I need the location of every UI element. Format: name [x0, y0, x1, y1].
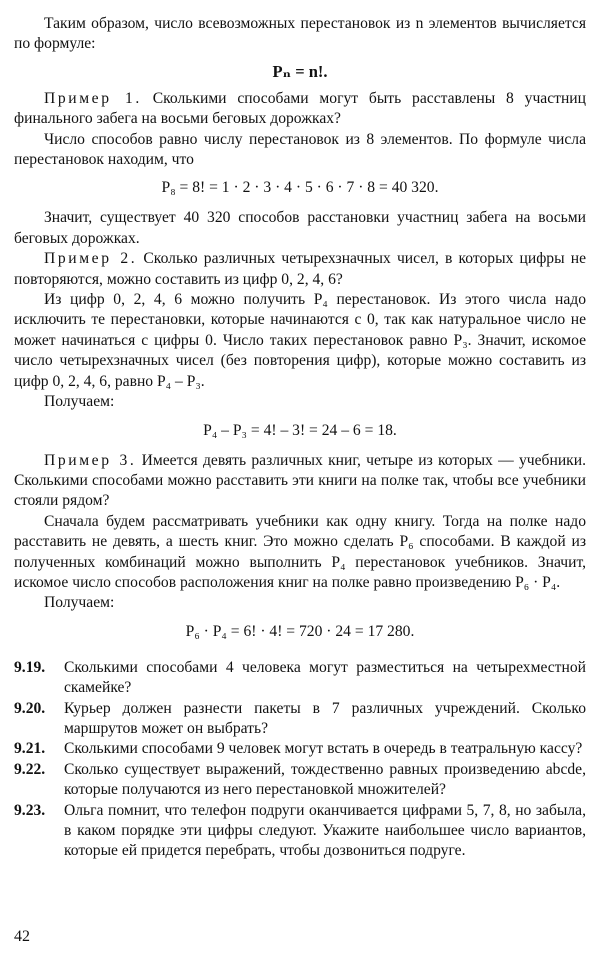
example-2-question-text: Сколько различных четырехзначных чисел, в которых цифры не повторяются, можно составить из цифр 0, 2, 4, 6?: [14, 250, 586, 288]
exercise-item: [14, 739, 586, 759]
exercise-item: [14, 801, 586, 862]
example-2-get: Получаем:: [44, 393, 115, 411]
exercise-number: 9.20.: [14, 699, 46, 717]
exercise-list: [14, 658, 586, 862]
example-3-question-text: Имеется девять различных книг, четыре из которых — учебники. Сколькими способами можно расставить эти книги на полке так, чтобы все учебники стояли рядом?: [14, 451, 586, 510]
example-1-solution: Число способов равно числу перестановок из 8 элементов. По формуле числа перестановок находим, что: [14, 130, 586, 169]
exercise-number: 9.22.: [14, 760, 46, 778]
exercise-item: [14, 760, 586, 801]
textbook-page: [14, 14, 586, 862]
exercise-text: Ольга помнит, что телефон подруги оканчивается цифрами 5, 7, 8, но забыла, в каком порядке эти цифры следуют. Укажите наибольшее число вариантов, которые ей придется перебрать, чтобы дозвониться подруге.: [64, 801, 586, 860]
exercise-text: Сколько существует выражений, тождественно равных произведению abcde, которые получаются из него перестановкой множителей?: [64, 760, 586, 799]
example-1-conclusion: Значит, существует 40 320 способов расстановки участниц забега на восьми беговых дорожках.: [14, 209, 586, 247]
example-1-question: [14, 89, 586, 130]
permutation-formula: Pₙ = n!.: [272, 61, 328, 81]
example-1-label: Пример 1.: [44, 89, 142, 107]
page-number: 42: [14, 928, 30, 945]
exercise-text: Курьер должен разнести пакеты в 7 различных учреждений. Сколько маршрутов может он выбрать?: [64, 699, 586, 737]
example-3-formula: P₆ · P₄ = 6! · 4! = 720 · 24 = 17 280.: [185, 622, 415, 640]
example-2-label: Пример 2.: [44, 250, 138, 268]
example-3-solution: Сначала будем рассматривать учебники как одну книгу. Тогда на полке надо расставить не девять, а шесть книг. Это можно сделать P₆ способами. В каждой из полученных комбинаций можно выполнить P₄ перестановок учебников. Значит, искомое число способов расположения книг на полке равно произведению P₆ · P₄.: [14, 512, 586, 591]
exercise-item: [14, 658, 586, 699]
exercise-text: Сколькими способами 9 человек могут встать в очередь в театральную кассу?: [64, 740, 583, 758]
exercise-text: Сколькими способами 4 человека могут разместиться на четырехместной скамейке?: [64, 658, 586, 697]
exercise-number: 9.23.: [14, 801, 46, 819]
example-2-question: [14, 249, 586, 290]
exercise-number: 9.21.: [14, 740, 46, 758]
intro-paragraph: Таким образом, число всевозможных перестановок из n элементов вычисляется по формуле:: [14, 15, 586, 53]
example-3-label: Пример 3.: [44, 451, 137, 469]
example-3-get: Получаем:: [44, 594, 115, 612]
example-2-solution: Из цифр 0, 2, 4, 6 можно получить P₄ перестановок. Из этого числа надо исключить те перестановки, которые начинаются с 0, так как натуральное число не может начинаться с цифры 0. Число таких перестановок равно P₃. Значит, искомое число четырехзначных чисел (без повторения цифр), которые можно составить из цифр 0, 2, 4, 6, равно P₄ – P₃.: [14, 291, 586, 390]
example-3-question: [14, 451, 586, 512]
exercise-number: 9.19.: [14, 658, 46, 676]
exercise-item: [14, 699, 586, 740]
example-1-question-text: Сколькими способами могут быть расставлены 8 участниц финального забега на восьми беговых дорожках?: [14, 89, 586, 128]
example-2-formula: P₄ – P₃ = 4! – 3! = 24 – 6 = 18.: [203, 421, 397, 439]
example-1-formula: P₈ = 8! = 1 · 2 · 3 · 4 · 5 · 6 · 7 · 8 = 40 320.: [161, 179, 439, 197]
